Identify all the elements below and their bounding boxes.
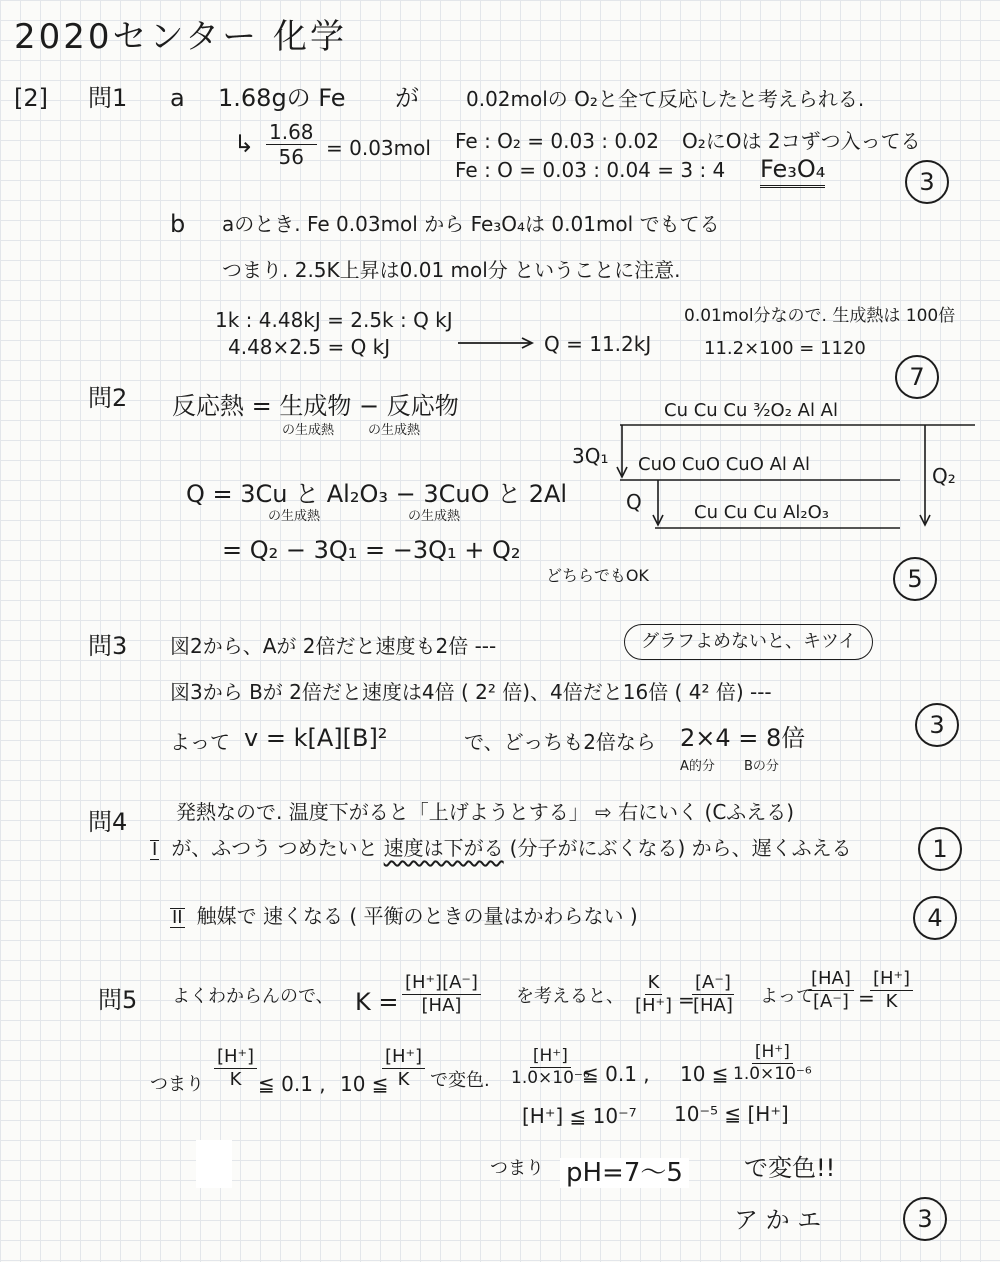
q5-f4-den: K xyxy=(885,991,898,1012)
q5-h1-fraction xyxy=(508,1048,593,1087)
q5-h2-lhs: 10 ≦ xyxy=(680,1062,729,1086)
q1a-frac-den: 56 xyxy=(278,145,304,169)
q1a-arrow: ↳ xyxy=(234,130,255,158)
q5-k-fraction xyxy=(402,974,481,1015)
q1a-formula: Fe₃O₄ xyxy=(760,157,825,188)
q2-equation: Q = 3Cu と Al₂O₃ − 3CuO と 2Al xyxy=(186,480,568,508)
q1b-answer-circle: 7 xyxy=(895,355,939,399)
q4-i-text-wavy: 速度は下がる xyxy=(383,836,504,860)
q5-f3-num: [HA] xyxy=(808,970,854,991)
section-label: [2] xyxy=(14,84,48,112)
q5-g1-den: K xyxy=(229,1069,242,1090)
q5-h2-num: [H⁺] xyxy=(752,1044,793,1064)
q5-ph-suffix: で変色!! xyxy=(744,1154,836,1182)
q1a-frac-num: 1.68 xyxy=(266,122,317,145)
q2-def-sub1: の生成熱 xyxy=(282,423,335,438)
q4-ii-answer-circle: 4 xyxy=(913,896,957,940)
diagram-bottom-label: Cu Cu Cu Al₂O₃ xyxy=(694,502,830,523)
q5-g2-den: K xyxy=(397,1069,410,1090)
q3-label: 問3 xyxy=(88,632,128,660)
q5-ten-le: 10 ≦ xyxy=(340,1072,389,1096)
q1b-result: Q = 11.2kJ xyxy=(544,332,652,356)
q5-f4-fraction xyxy=(870,970,913,1011)
q1b-eq1: 1k : 4.48kJ = 2.5k : Q kJ xyxy=(215,308,453,332)
q5-g1-num: [H⁺] xyxy=(214,1048,257,1069)
q3-line2: 図3から Bが 2倍だと速度は4倍 ( 2² 倍)、4倍だと16倍 ( 4² 倍) ‐‐‐ xyxy=(170,680,772,704)
q2-eq-sub1: の生成熱 xyxy=(268,509,321,524)
q5-f1-num: K xyxy=(645,974,663,995)
q5-k-den: [HA] xyxy=(421,995,462,1016)
q1-label: 問1 xyxy=(88,84,128,112)
whiteout-patch xyxy=(196,1140,232,1188)
q2-either-note: どちらでもOK xyxy=(546,566,649,585)
q1b-line1: aのとき. Fe 0.03mol から Fe₃O₄は 0.01mol でもてる xyxy=(222,212,720,236)
q5-henshoku: で変色. xyxy=(430,1070,490,1091)
q5-h1-num: [H⁺] xyxy=(530,1048,571,1068)
q5-g2-fraction xyxy=(382,1048,425,1089)
q5-f2-fraction xyxy=(690,974,736,1015)
q1a-ratio1-note: O₂にOは 2コずつ入ってる xyxy=(682,129,921,153)
q5-f4-num: [H⁺] xyxy=(870,970,913,991)
q2-eq-sub2: の生成熱 xyxy=(408,509,461,524)
q5-g1-fraction xyxy=(214,1048,257,1089)
q3-line1: 図2から、Aが 2倍だと速度も2倍 ‐‐‐ xyxy=(170,634,497,658)
q5-f2-num: [A⁻] xyxy=(692,974,734,995)
q1b-eq2: 4.48×2.5 = Q kJ xyxy=(228,335,391,359)
diagram-top-label: Cu Cu Cu ³⁄₂O₂ Al Al xyxy=(664,400,838,421)
q5-ph-prefix: つまり xyxy=(490,1158,544,1179)
q1b-note: 0.01mol分なので. 生成熱は 100倍 xyxy=(684,306,956,326)
q3-line3-condition: で、どっちも2倍なら xyxy=(464,730,656,754)
q1a-mol: = 0.03mol xyxy=(326,136,431,160)
q4-label: 問4 xyxy=(88,808,128,836)
q5-h1-den: 1.0×10⁻⁶ xyxy=(511,1068,590,1088)
q5-res2: 10⁻⁵ ≦ [H⁺] xyxy=(674,1102,789,1126)
q1a-ratio1: Fe : O₂ = 0.03 : 0.02 xyxy=(455,129,659,153)
q5-intro: よくわからんので、 xyxy=(172,986,334,1007)
q5-res1: [H⁺] ≦ 10⁻⁷ xyxy=(522,1104,637,1128)
q5-think: を考えると、 xyxy=(516,986,624,1007)
q4-roman-ii: II xyxy=(172,907,183,928)
q5-f2-den: [HA] xyxy=(693,995,733,1016)
q1a-ratio2: Fe : O = 0.03 : 0.04 = 3 : 4 xyxy=(455,158,726,182)
q5-g2-num: [H⁺] xyxy=(382,1048,425,1069)
q4-i-answer-circle: 1 xyxy=(918,827,962,871)
q2-definition: 反応熱 = 生成物 − 反応物 xyxy=(172,392,459,420)
q2-label: 問2 xyxy=(88,384,128,412)
q1b-arrow xyxy=(458,336,538,350)
q1a-label: a xyxy=(170,84,185,112)
q3-line3-yotte: よって xyxy=(170,730,230,754)
q5-h1-rhs: ≦ 0.1 , xyxy=(582,1062,650,1086)
q4-item-i xyxy=(150,838,852,860)
q2-answer-circle: 5 xyxy=(893,557,937,601)
q5-k-num: [H⁺][A⁻] xyxy=(402,974,481,995)
q5-yotte: よって xyxy=(760,986,814,1007)
q4-i-text-b: (分子がにぶくなる) から、遅くふえる xyxy=(509,836,852,860)
diagram-right-q2: Q₂ xyxy=(932,464,956,488)
q5-k-lhs: K = xyxy=(355,988,399,1016)
q5-f1-den: [H⁺] xyxy=(635,995,673,1016)
q5-label: 問5 xyxy=(98,986,138,1014)
q5-le01: ≦ 0.1 , xyxy=(258,1072,326,1096)
q5-eq-sign-2: = xyxy=(858,986,875,1010)
diagram-left-3q1: 3Q₁ xyxy=(572,444,609,468)
q5-h2-fraction xyxy=(730,1044,815,1083)
q1b-calc: 11.2×100 = 1120 xyxy=(704,338,866,359)
q5-answer-circle: 3 xyxy=(903,1197,947,1241)
q2-def-sub2: の生成熱 xyxy=(368,423,421,438)
q4-ii-text: 触媒で 速くなる ( 平衡のときの量はかわらない ) xyxy=(196,904,638,928)
q3-comment-bubble: グラフよめないと、キツイ xyxy=(624,624,873,660)
q3-sub-b: Bの分 xyxy=(744,759,779,774)
q5-f1-fraction xyxy=(632,974,675,1015)
q1a-fe-text: 1.68gの Fe xyxy=(218,84,346,112)
q5-h2-den: 1.0×10⁻⁶ xyxy=(733,1064,812,1084)
q5-tsumari: つまり xyxy=(150,1074,204,1095)
q2-result: = Q₂ − 3Q₁ = −3Q₁ + Q₂ xyxy=(222,536,521,564)
q4-line1: 発熱なので. 温度下がると「上げようとする」 ⇨ 右にいく (Cふえる) xyxy=(176,800,795,824)
q5-final-answer: ア か エ xyxy=(734,1206,822,1234)
diagram-left-q: Q xyxy=(626,490,642,514)
q3-sub-a: A的分 xyxy=(680,759,715,774)
q5-ph-range: pH=7〜5 xyxy=(560,1158,689,1188)
q1a-answer-circle: 3 xyxy=(905,160,949,204)
q5-f3-den: [A⁻] xyxy=(813,991,849,1012)
q1b-line2: つまり. 2.5K上昇は0.01 mol分 ということに注意. xyxy=(222,258,681,282)
q5-f3-fraction xyxy=(808,970,854,1011)
page-title: 2020センター 化学 xyxy=(14,17,347,57)
q1b-label: b xyxy=(170,210,186,238)
q1a-fraction xyxy=(266,122,317,167)
q4-roman-i: I xyxy=(152,839,158,860)
q1a-sentence: 0.02molの O₂と全て反応したと考えられる. xyxy=(466,87,865,111)
q3-rate-law: v = k[A][B]² xyxy=(244,724,388,752)
q3-result: 2×4 = 8倍 xyxy=(680,724,806,752)
q1a-ga-text: が xyxy=(395,84,419,112)
q5-eq-sign: = xyxy=(678,988,695,1012)
q3-answer-circle: 3 xyxy=(915,703,959,747)
q4-i-text-a: が、ふつう つめたいと xyxy=(171,836,378,860)
diagram-middle-label: CuO CuO CuO Al Al xyxy=(638,454,810,475)
q4-item-ii xyxy=(170,906,638,928)
